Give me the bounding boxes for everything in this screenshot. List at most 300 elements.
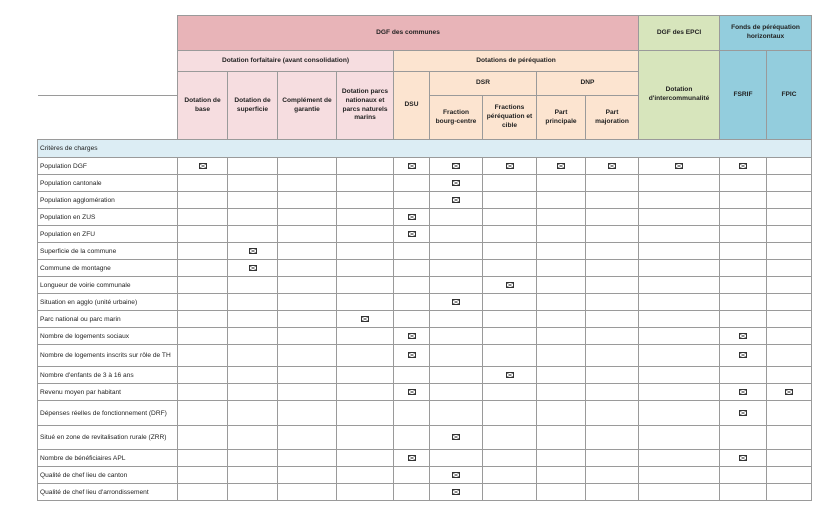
table-cell xyxy=(394,384,430,401)
header-dsu: DSU xyxy=(394,72,430,140)
table-cell xyxy=(537,243,586,260)
table-cell xyxy=(767,294,812,311)
table-cell xyxy=(430,367,483,384)
table-cell xyxy=(537,467,586,484)
table-cell xyxy=(586,484,639,501)
table-cell xyxy=(394,426,430,450)
row-label: Nombre d'enfants de 3 à 16 ans xyxy=(38,367,178,384)
table-row xyxy=(38,175,812,192)
table-cell xyxy=(228,226,278,243)
table-cell xyxy=(430,426,483,450)
table-cell xyxy=(586,277,639,294)
checkbox-cross-icon xyxy=(739,410,747,416)
table-row xyxy=(38,426,812,450)
table-cell xyxy=(178,484,228,501)
table-cell xyxy=(178,367,228,384)
table-cell xyxy=(767,226,812,243)
table-cell xyxy=(394,260,430,277)
table-row xyxy=(38,384,812,401)
table-row xyxy=(38,367,812,384)
table-row xyxy=(38,401,812,426)
table-cell xyxy=(394,175,430,192)
table-cell xyxy=(720,158,767,175)
table-cell xyxy=(394,277,430,294)
table-cell xyxy=(394,367,430,384)
table-cell xyxy=(430,467,483,484)
table-cell xyxy=(337,277,394,294)
checkbox-cross-icon xyxy=(452,489,460,495)
table-cell xyxy=(337,260,394,277)
header-complement-garantie: Complément de garantie xyxy=(278,72,337,140)
table-cell xyxy=(178,467,228,484)
checkbox-cross-icon xyxy=(739,163,747,169)
table-cell xyxy=(720,345,767,367)
table-cell xyxy=(586,467,639,484)
table-cell xyxy=(483,367,537,384)
header-dotation-parcs: Dotation parcs nationaux et parcs naturels marins xyxy=(337,72,394,140)
table-cell xyxy=(720,426,767,450)
table-cell xyxy=(394,345,430,367)
table-cell xyxy=(337,311,394,328)
table-cell xyxy=(337,450,394,467)
table-row xyxy=(38,484,812,501)
table-cell xyxy=(278,345,337,367)
table-cell xyxy=(278,401,337,426)
table-cell xyxy=(430,450,483,467)
table-cell xyxy=(767,467,812,484)
table-cell xyxy=(586,158,639,175)
table-row xyxy=(38,209,812,226)
checkbox-cross-icon xyxy=(452,434,460,440)
table-row xyxy=(38,277,812,294)
checkbox-cross-icon xyxy=(739,455,747,461)
row-label: Situé en zone de revitalisation rurale (ZRR) xyxy=(38,426,178,450)
table-row xyxy=(38,467,812,484)
table-cell xyxy=(586,384,639,401)
table-row xyxy=(38,260,812,277)
table-cell xyxy=(586,345,639,367)
checkbox-cross-icon xyxy=(361,316,369,322)
table-cell xyxy=(767,175,812,192)
table-cell xyxy=(483,175,537,192)
table-cell xyxy=(430,260,483,277)
table-cell xyxy=(178,243,228,260)
table-cell xyxy=(720,328,767,345)
table-cell xyxy=(586,294,639,311)
table-cell xyxy=(483,260,537,277)
table-cell xyxy=(586,260,639,277)
header-dgf-epci: DGF des EPCI xyxy=(639,16,720,51)
table-cell xyxy=(178,311,228,328)
checkbox-cross-icon xyxy=(408,352,416,358)
row-label: Nombre de logements inscrits sur rôle de TH xyxy=(38,345,178,367)
table-cell xyxy=(337,226,394,243)
table-cell xyxy=(337,384,394,401)
criteria-section-title: Critères de charges xyxy=(38,140,812,158)
table-cell xyxy=(430,243,483,260)
header-part-majoration: Part majoration xyxy=(586,96,639,140)
table-row xyxy=(38,192,812,209)
table-cell xyxy=(394,158,430,175)
checkbox-cross-icon xyxy=(408,231,416,237)
table-cell xyxy=(394,484,430,501)
table-cell xyxy=(586,401,639,426)
table-cell xyxy=(337,192,394,209)
table-cell xyxy=(639,277,720,294)
table-cell xyxy=(720,384,767,401)
table-cell xyxy=(278,192,337,209)
table-cell xyxy=(178,192,228,209)
table-cell xyxy=(178,175,228,192)
table-cell xyxy=(394,311,430,328)
table-cell xyxy=(483,294,537,311)
table-cell xyxy=(537,328,586,345)
table-cell xyxy=(483,384,537,401)
table-cell xyxy=(337,467,394,484)
table-cell xyxy=(537,158,586,175)
table-cell xyxy=(639,294,720,311)
table-cell xyxy=(720,484,767,501)
table-cell xyxy=(394,467,430,484)
table-cell xyxy=(430,384,483,401)
table-cell xyxy=(720,467,767,484)
table-cell xyxy=(639,426,720,450)
table-cell xyxy=(537,226,586,243)
table-cell xyxy=(228,345,278,367)
table-cell xyxy=(394,243,430,260)
table-cell xyxy=(337,328,394,345)
table-cell xyxy=(430,158,483,175)
table-cell xyxy=(586,175,639,192)
corner-blank-2 xyxy=(38,96,178,140)
row-label: Nombre de bénéficiaires APL xyxy=(38,450,178,467)
table-cell xyxy=(178,209,228,226)
table-row xyxy=(38,311,812,328)
table-cell xyxy=(720,226,767,243)
table-cell xyxy=(586,311,639,328)
table-cell xyxy=(483,192,537,209)
table-cell xyxy=(720,260,767,277)
table-cell xyxy=(639,484,720,501)
table-cell xyxy=(537,311,586,328)
table-cell xyxy=(337,367,394,384)
table-cell xyxy=(178,426,228,450)
table-cell xyxy=(178,158,228,175)
header-fonds-perequation: Fonds de péréquation horizontaux xyxy=(720,16,812,51)
checkbox-cross-icon xyxy=(408,333,416,339)
checkbox-cross-icon xyxy=(452,163,460,169)
table-cell xyxy=(639,345,720,367)
table-cell xyxy=(278,226,337,243)
table-cell xyxy=(767,384,812,401)
table-cell xyxy=(639,384,720,401)
checkbox-cross-icon xyxy=(739,389,747,395)
checkbox-cross-icon xyxy=(452,472,460,478)
table-cell xyxy=(767,243,812,260)
table-cell xyxy=(483,311,537,328)
table-cell xyxy=(337,345,394,367)
table-cell xyxy=(586,328,639,345)
checkbox-cross-icon xyxy=(452,299,460,305)
header-fsrif: FSRIF xyxy=(720,51,767,140)
table-cell xyxy=(430,192,483,209)
table-cell xyxy=(228,367,278,384)
table-cell xyxy=(394,450,430,467)
table-cell xyxy=(228,384,278,401)
header-fraction-bourg: Fraction bourg-centre xyxy=(430,96,483,140)
table-cell xyxy=(720,277,767,294)
table-cell xyxy=(639,260,720,277)
table-cell xyxy=(337,243,394,260)
row-label: Qualité de chef lieu de canton xyxy=(38,467,178,484)
table-cell xyxy=(537,345,586,367)
table-cell xyxy=(228,450,278,467)
table-cell xyxy=(639,328,720,345)
header-dotation-base: Dotation de base xyxy=(178,72,228,140)
table-cell xyxy=(767,260,812,277)
table-cell xyxy=(178,277,228,294)
table-cell xyxy=(639,209,720,226)
table-cell xyxy=(394,209,430,226)
table-cell xyxy=(483,450,537,467)
checkbox-cross-icon xyxy=(739,333,747,339)
table-cell xyxy=(278,243,337,260)
checkbox-cross-icon xyxy=(452,180,460,186)
table-cell xyxy=(720,294,767,311)
checkbox-cross-icon xyxy=(408,163,416,169)
table-cell xyxy=(767,158,812,175)
table-cell xyxy=(483,401,537,426)
checkbox-cross-icon xyxy=(249,248,257,254)
table-cell xyxy=(178,226,228,243)
table-cell xyxy=(767,484,812,501)
table-cell xyxy=(537,384,586,401)
table-cell xyxy=(639,158,720,175)
table-cell xyxy=(278,311,337,328)
table-cell xyxy=(337,401,394,426)
table-cell xyxy=(337,158,394,175)
table-row xyxy=(38,345,812,367)
table-cell xyxy=(228,426,278,450)
header-dnp: DNP xyxy=(537,72,639,96)
table-cell xyxy=(720,192,767,209)
table-cell xyxy=(228,243,278,260)
table-cell xyxy=(537,175,586,192)
row-label: Superficie de la commune xyxy=(38,243,178,260)
table-row xyxy=(38,450,812,467)
table-cell xyxy=(639,401,720,426)
table-cell xyxy=(483,277,537,294)
table-cell xyxy=(278,294,337,311)
table-cell xyxy=(430,484,483,501)
table-cell xyxy=(228,175,278,192)
header-dotation-superficie: Dotation de superficie xyxy=(228,72,278,140)
table-cell xyxy=(537,192,586,209)
table-cell xyxy=(537,450,586,467)
table-cell xyxy=(767,311,812,328)
row-label: Parc national ou parc marin xyxy=(38,311,178,328)
table-cell xyxy=(586,426,639,450)
table-row xyxy=(38,328,812,345)
table-cell xyxy=(178,384,228,401)
criteria-table xyxy=(37,15,812,501)
checkbox-cross-icon xyxy=(608,163,616,169)
table-row xyxy=(38,158,812,175)
table-cell xyxy=(337,426,394,450)
table-cell xyxy=(537,426,586,450)
table-cell xyxy=(767,367,812,384)
table-cell xyxy=(278,328,337,345)
checkbox-cross-icon xyxy=(675,163,683,169)
checkbox-cross-icon xyxy=(506,372,514,378)
table-cell xyxy=(228,401,278,426)
table-cell xyxy=(228,328,278,345)
table-cell xyxy=(430,277,483,294)
table-cell xyxy=(537,401,586,426)
row-label: Population en ZUS xyxy=(38,209,178,226)
table-cell xyxy=(278,484,337,501)
corner-blank xyxy=(38,16,178,96)
table-cell xyxy=(178,294,228,311)
table-cell xyxy=(639,450,720,467)
table-cell xyxy=(720,401,767,426)
row-label: Dépenses réelles de fonctionnement (DRF) xyxy=(38,401,178,426)
table-cell xyxy=(278,450,337,467)
table-cell xyxy=(430,311,483,328)
table-cell xyxy=(394,328,430,345)
table-cell xyxy=(430,294,483,311)
table-cell xyxy=(720,311,767,328)
table-cell xyxy=(178,401,228,426)
table-cell xyxy=(767,328,812,345)
table-cell xyxy=(228,158,278,175)
table-cell xyxy=(178,450,228,467)
table-cell xyxy=(586,209,639,226)
row-label: Situation en agglo (unité urbaine) xyxy=(38,294,178,311)
table-cell xyxy=(767,345,812,367)
table-cell xyxy=(639,467,720,484)
table-cell xyxy=(767,401,812,426)
table-cell xyxy=(483,243,537,260)
row-label: Qualité de chef lieu d'arrondissement xyxy=(38,484,178,501)
table-cell xyxy=(178,260,228,277)
row-label: Longueur de voirie communale xyxy=(38,277,178,294)
table-cell xyxy=(430,209,483,226)
table-cell xyxy=(278,158,337,175)
header-dotation-interco: Dotation d'intercommunalité xyxy=(639,51,720,140)
table-cell xyxy=(483,328,537,345)
table-cell xyxy=(278,384,337,401)
table-cell xyxy=(767,209,812,226)
checkbox-cross-icon xyxy=(506,282,514,288)
table-cell xyxy=(639,192,720,209)
table-cell xyxy=(537,277,586,294)
checkbox-cross-icon xyxy=(408,389,416,395)
table-cell xyxy=(278,277,337,294)
table-cell xyxy=(394,192,430,209)
table-cell xyxy=(278,175,337,192)
table-cell xyxy=(639,175,720,192)
table-cell xyxy=(278,209,337,226)
table-cell xyxy=(767,450,812,467)
table-cell xyxy=(720,209,767,226)
table-cell xyxy=(278,426,337,450)
checkbox-cross-icon xyxy=(506,163,514,169)
table-cell xyxy=(586,243,639,260)
table-cell xyxy=(483,426,537,450)
table-row xyxy=(38,243,812,260)
header-dotation-forfaitaire: Dotation forfaitaire (avant consolidation) xyxy=(178,51,394,72)
table-cell xyxy=(767,192,812,209)
table-cell xyxy=(720,243,767,260)
table-cell xyxy=(483,209,537,226)
checkbox-cross-icon xyxy=(408,455,416,461)
table-cell xyxy=(586,367,639,384)
table-cell xyxy=(720,367,767,384)
table-cell xyxy=(639,226,720,243)
table-cell xyxy=(537,209,586,226)
row-label: Revenu moyen par habitant xyxy=(38,384,178,401)
table-cell xyxy=(767,426,812,450)
table-cell xyxy=(639,367,720,384)
table-cell xyxy=(537,484,586,501)
checkbox-cross-icon xyxy=(557,163,565,169)
table-cell xyxy=(483,345,537,367)
header-dsr: DSR xyxy=(430,72,537,96)
checkbox-cross-icon xyxy=(452,197,460,203)
table-cell xyxy=(337,209,394,226)
table-cell xyxy=(639,311,720,328)
table-cell xyxy=(337,175,394,192)
header-fraction-perequation: Fractions péréquation et cible xyxy=(483,96,537,140)
table-cell xyxy=(483,158,537,175)
header-dotations-perequation: Dotations de péréquation xyxy=(394,51,639,72)
table-cell xyxy=(720,450,767,467)
table-cell xyxy=(430,175,483,192)
table-cell xyxy=(430,401,483,426)
table-cell xyxy=(228,209,278,226)
table-cell xyxy=(228,260,278,277)
header-part-principale: Part principale xyxy=(537,96,586,140)
table-cell xyxy=(228,192,278,209)
row-label: Population en ZFU xyxy=(38,226,178,243)
table-cell xyxy=(767,277,812,294)
table-cell xyxy=(483,484,537,501)
table-cell xyxy=(228,467,278,484)
table-cell xyxy=(430,226,483,243)
table-cell xyxy=(228,277,278,294)
table-cell xyxy=(483,226,537,243)
table-cell xyxy=(537,294,586,311)
table-cell xyxy=(586,450,639,467)
table-cell xyxy=(394,294,430,311)
checkbox-cross-icon xyxy=(249,265,257,271)
checkbox-cross-icon xyxy=(199,163,207,169)
table-cell xyxy=(430,328,483,345)
table-cell xyxy=(178,328,228,345)
table-cell xyxy=(228,294,278,311)
row-label: Population cantonale xyxy=(38,175,178,192)
table-cell xyxy=(586,192,639,209)
table-cell xyxy=(178,345,228,367)
table-cell xyxy=(586,226,639,243)
table-cell xyxy=(537,367,586,384)
table-row xyxy=(38,226,812,243)
checkbox-cross-icon xyxy=(785,389,793,395)
table-cell xyxy=(537,260,586,277)
table-cell xyxy=(337,484,394,501)
row-label: Commune de montagne xyxy=(38,260,178,277)
